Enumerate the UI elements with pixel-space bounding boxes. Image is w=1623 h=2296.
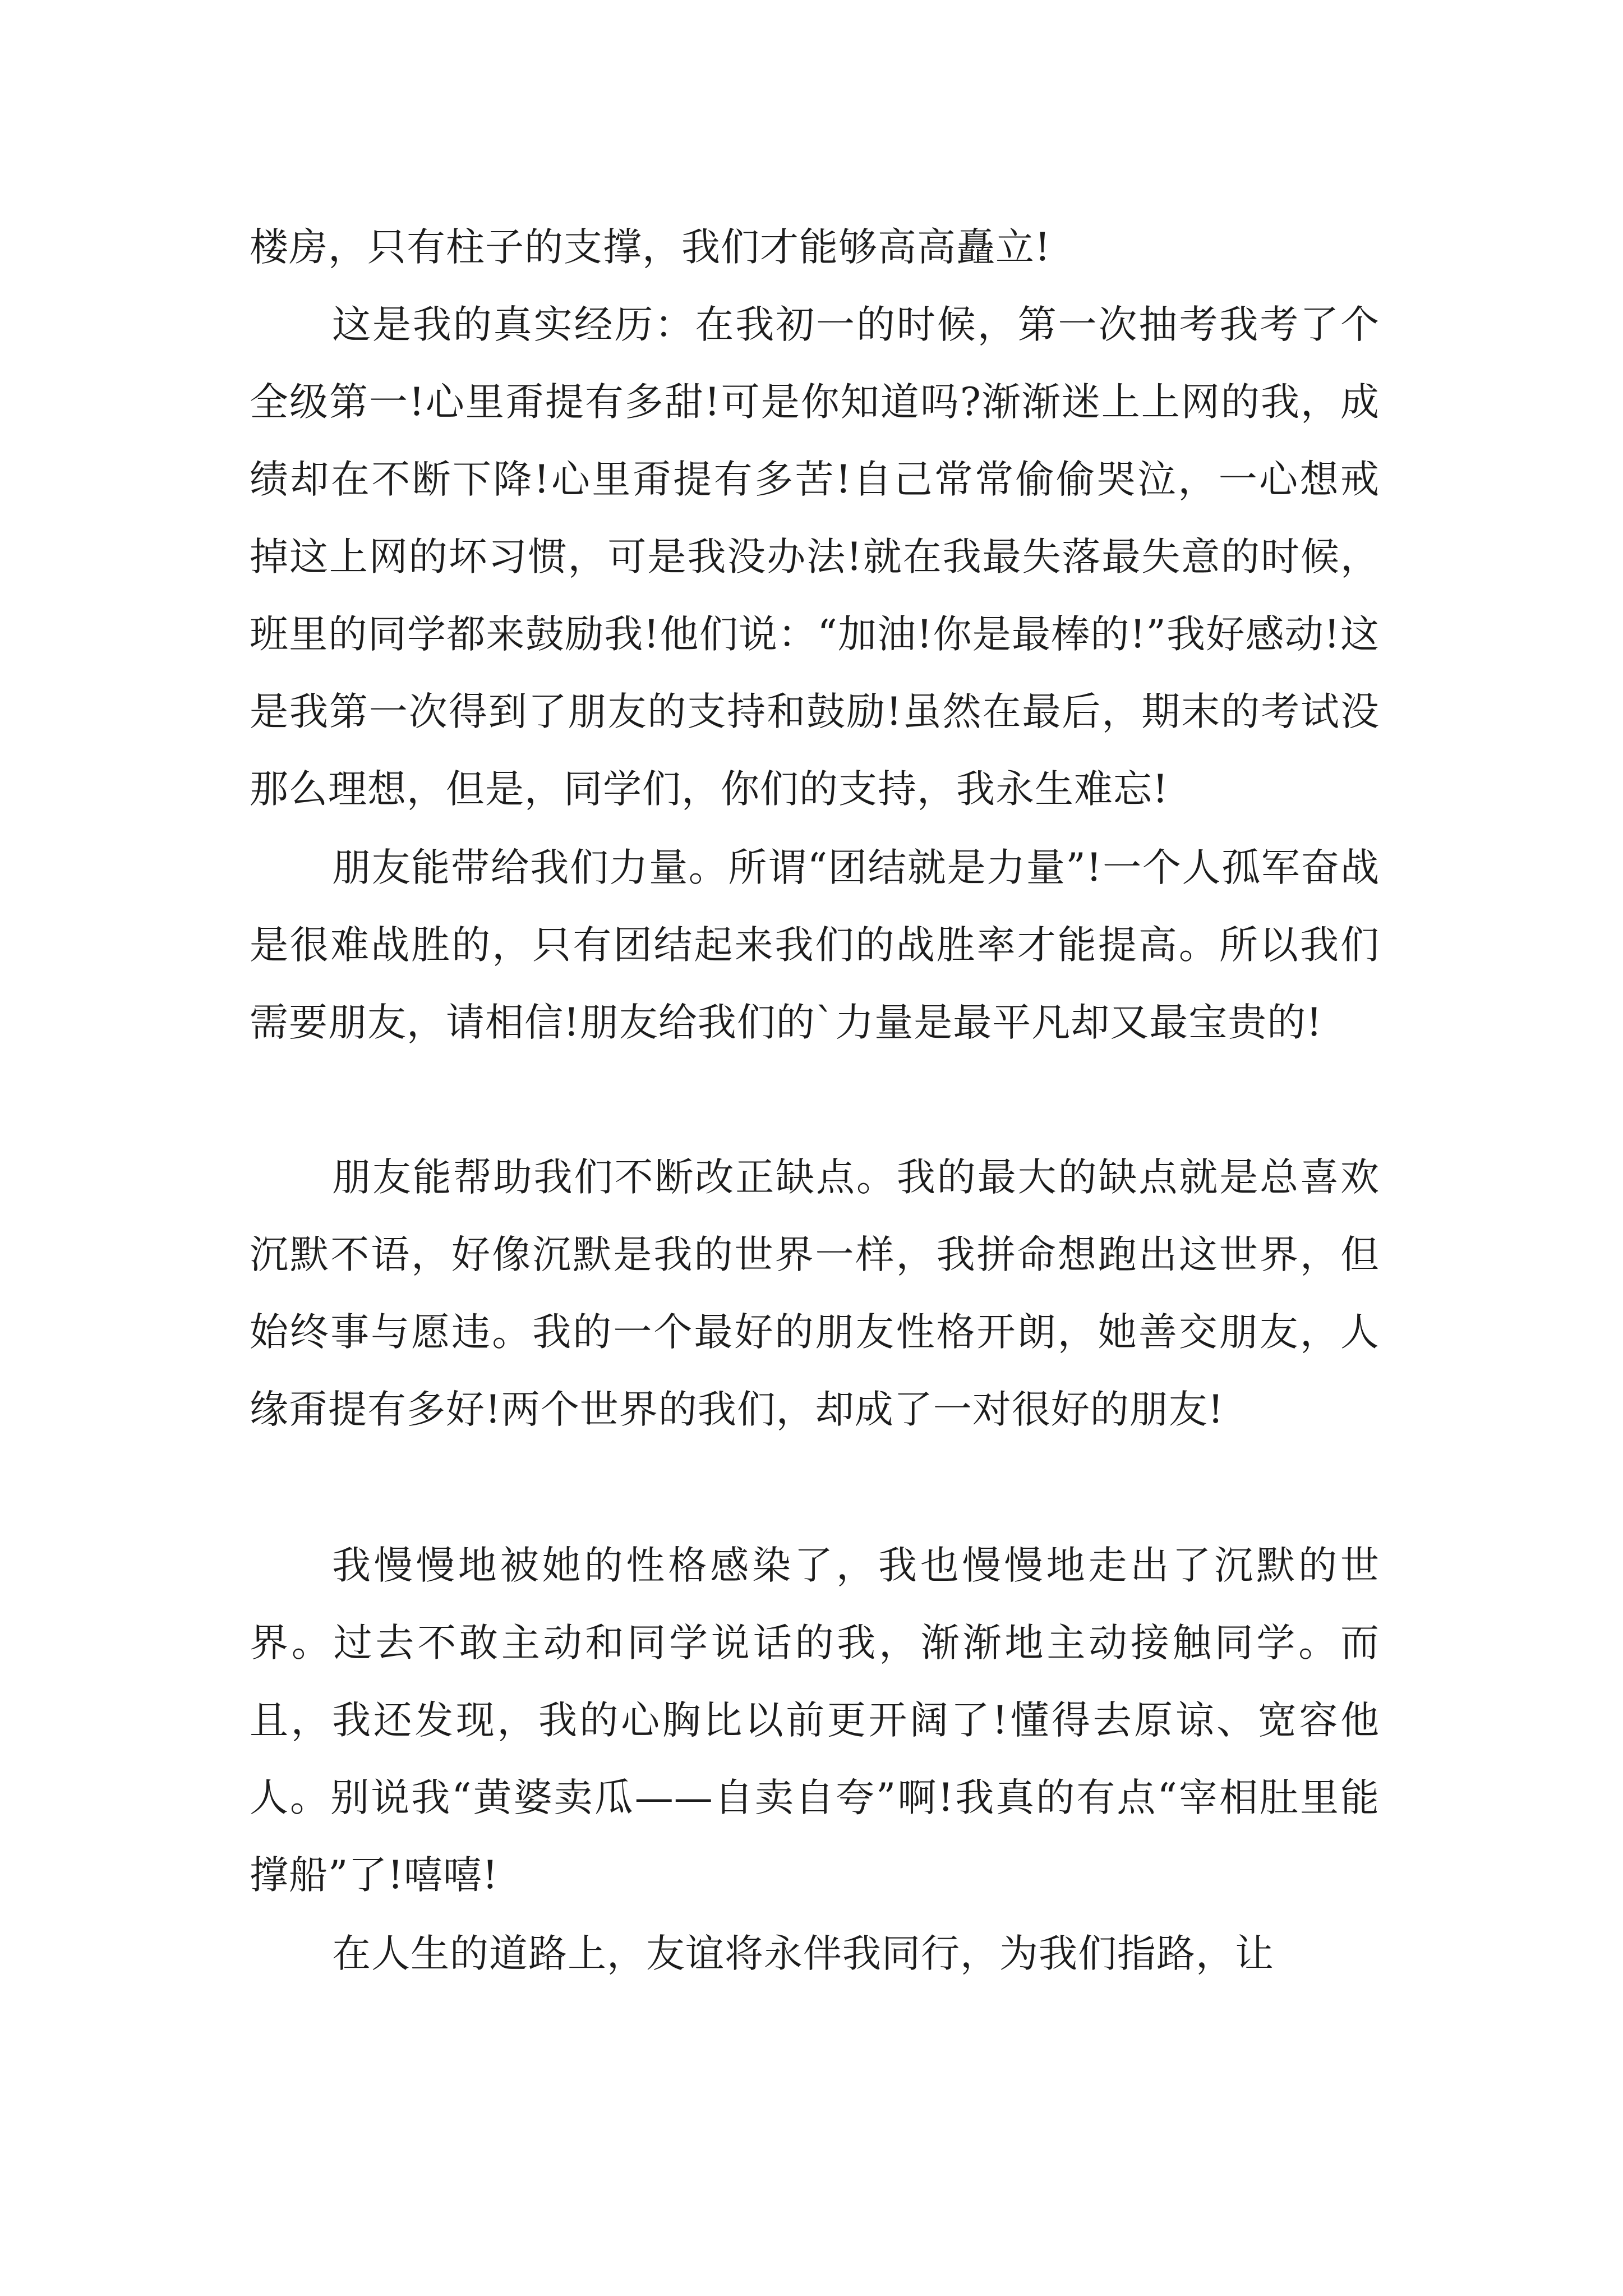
paragraph-change: 我慢慢地被她的性格感染了，我也慢慢地走出了沉默的世界。过去不敢主动和同学说话的我，渐渐地主动接触同学。而且，我还发现，我的心胸比以前更开阔了!懂得去原谅、宽容他人。别说我“黄婆卖瓜——自卖自夸”啊!我真的有点“宰相肚里能撑船”了!嘻嘻!: [250, 1543, 1380, 1898]
paragraph-experience: 这是我的真实经历：在我初一的时候，第一次抽考我考了个全级第一!心里甭提有多甜!可是你知道吗?渐渐迷上上网的我，成绩却在不断下降!心里甭提有多苦!自己常常偷偷哭泣，一心想戒掉这上网的坏习惯，可是我没办法!就在我最失落最失意的时候，班里的同学都来鼓励我!他们说：“加油!你是最棒的!”我好感动!这是我第一次得到了朋友的支持和鼓励!虽然在最后，期末的考试没那么理想，但是，同学们，你们的支持，我永生难忘!: [250, 302, 1380, 812]
paragraph-continuation: 楼房，只有柱子的支撑，我们才能够高高矗立!: [250, 225, 1051, 270]
paragraph-friendship: 在人生的道路上，友谊将永伴我同行，为我们指路，让: [332, 1931, 1274, 1976]
paragraph-strength: 朋友能带给我们力量。所谓“团结就是力量”!一个人孤军奋战是很难战胜的，只有团结起来我们的战胜率才能提高。所以我们需要朋友，请相信!朋友给我们的`力量是最平凡却又最宝贵的!: [250, 845, 1380, 1045]
paragraph-shortcomings: 朋友能帮助我们不断改正缺点。我的最大的缺点就是总喜欢沉默不语，好像沉默是我的世界一样，我拼命想跑出这世界，但始终事与愿违。我的一个最好的朋友性格开朗，她善交朋友，人缘甭提有多好!两个世界的我们，却成了一对很好的朋友!: [250, 1155, 1380, 1432]
